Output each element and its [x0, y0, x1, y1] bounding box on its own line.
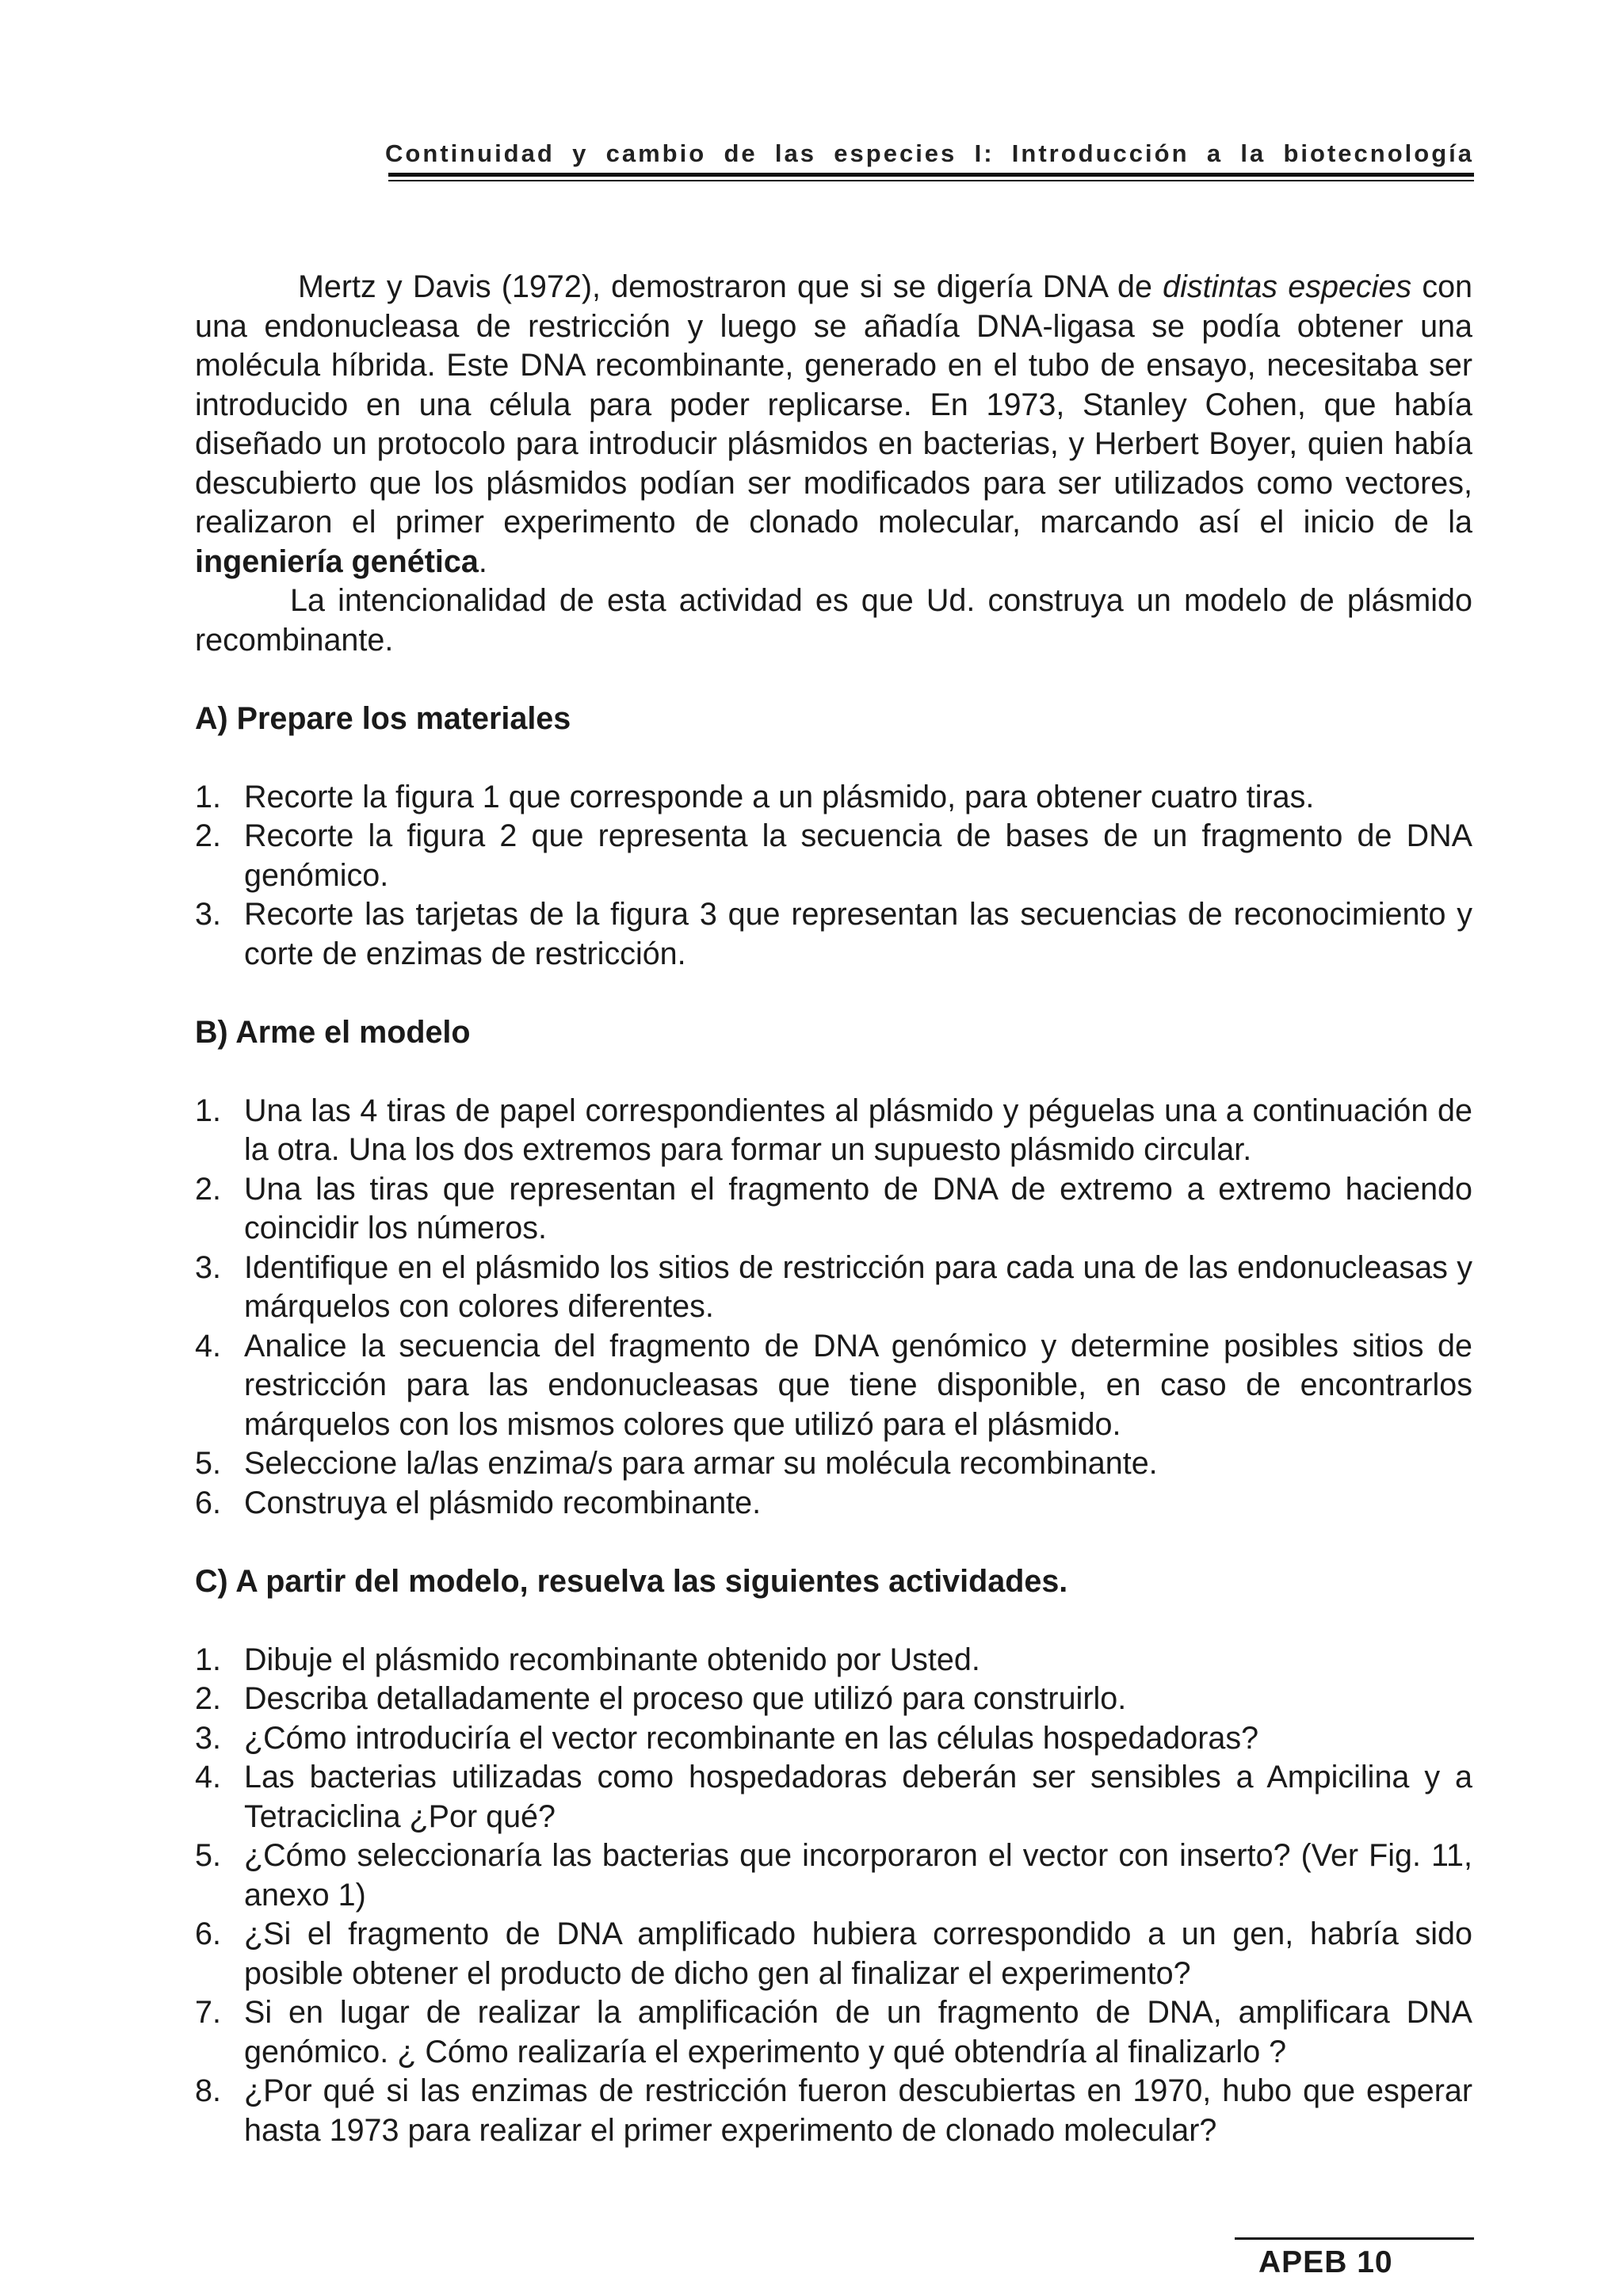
list-item [195, 1170, 1472, 1249]
footer-rule [1235, 2237, 1474, 2240]
list-item [195, 1327, 1472, 1445]
item-number: 6. [195, 1485, 221, 1520]
item-text: Si en lugar de realizar la amplificación de un fragmento de DNA, amplificara DNA genómico. ¿ Cómo realizaría el experimento y qué obtendría al finalizarlo ? [244, 1995, 1472, 2069]
item-text: Una las tiras que representan el fragmento de DNA de extremo a extremo haciendo coincidir los números. [244, 1171, 1472, 1245]
section-b-list [195, 1092, 1472, 1524]
intro-bold-term: ingeniería genética [195, 543, 479, 579]
intent-paragraph: La intencionalidad de esta actividad es que Ud. construya un modelo de plásmido recombinante. [195, 583, 1472, 658]
list-item [195, 1680, 1472, 1719]
header-rule-thin [388, 180, 1474, 181]
item-number: 5. [195, 1446, 221, 1481]
list-item [195, 895, 1472, 974]
item-number: 2. [195, 1171, 221, 1207]
list-item [195, 817, 1472, 895]
item-number: 5. [195, 1838, 221, 1873]
list-item [195, 1249, 1472, 1327]
page-header [385, 136, 1474, 184]
item-text: ¿Por qué si las enzimas de restricción fueron descubiertas en 1970, hubo que esperar hasta 1973 para realizar el primer experimento de clonado molecular? [244, 2073, 1472, 2148]
item-text: ¿Cómo seleccionaría las bacterias que incorporaron el vector con inserto? (Ver Fig. 11, anexo 1) [244, 1838, 1472, 1913]
list-item [195, 1915, 1472, 1993]
spacer [195, 1523, 1472, 1562]
spacer [195, 1052, 1472, 1092]
list-item [195, 1836, 1472, 1915]
item-number: 1. [195, 1642, 221, 1677]
item-number: 3. [195, 897, 221, 932]
item-text: ¿Cómo introduciría el vector recombinante en las células hospedadoras? [244, 1720, 1259, 1756]
item-number: 8. [195, 2073, 221, 2108]
list-item [195, 1993, 1472, 2072]
item-number: 7. [195, 1995, 221, 2030]
intro-text-end: . [478, 543, 487, 579]
item-text: Recorte la figura 1 que corresponde a un plásmido, para obtener cuatro tiras. [244, 779, 1315, 814]
item-text: Seleccione la/las enzima/s para armar su molécula recombinante. [244, 1446, 1158, 1481]
list-item [195, 1719, 1472, 1759]
spacer [195, 974, 1472, 1013]
page-content [195, 268, 1472, 2150]
header-title: Continuidad y cambio de las especies I: Introducción a la biotecnología [385, 139, 1474, 167]
item-number: 1. [195, 779, 221, 814]
list-item [195, 2072, 1472, 2150]
section-a-list [195, 778, 1472, 974]
section-b-heading: B) Arme el modelo [195, 1014, 471, 1050]
spacer [195, 738, 1472, 778]
page-footer [1235, 2237, 1474, 2285]
list-item [195, 1444, 1472, 1484]
item-number: 4. [195, 1328, 221, 1363]
section-a-heading: A) Prepare los materiales [195, 700, 571, 736]
item-number: 6. [195, 1917, 221, 1951]
list-item [195, 1092, 1472, 1170]
item-number: 2. [195, 1681, 221, 1716]
item-text: Describa detalladamente el proceso que utilizó para construirlo. [244, 1681, 1127, 1716]
spacer [195, 660, 1472, 700]
spacer [195, 1601, 1472, 1641]
item-number: 3. [195, 1720, 221, 1756]
list-item [195, 1758, 1472, 1836]
intro-text-2: con una endonucleasa de restricción y luego se añadía DNA-ligasa se podía obtener una molécula híbrida. Este DNA recombinante, generado en el tubo de ensayo, necesitaba ser introducido en una célula para poder replicarse. En 1973, Stanley Cohen, que había diseñado un protocolo para introducir plásmidos en bacterias, y Herbert Boyer, quien había descubierto que los plásmidos podían ser modificados para ser utilizados como vectores, realizaron el primer experimento de clonado molecular, marcando así el inicio de la [195, 269, 1472, 540]
list-item [195, 1484, 1472, 1524]
item-number: 4. [195, 1760, 221, 1794]
item-text: ¿Si el fragmento de DNA amplificado hubiera correspondido a un gen, habría sido posible obtener el producto de dicho gen al finalizar el experimento? [244, 1917, 1472, 1991]
item-text: Las bacterias utilizadas como hospedadoras deberán ser sensibles a Ampicilina y a Tetraciclina ¿Por qué? [244, 1760, 1472, 1834]
item-text: Recorte la figura 2 que representa la secuencia de bases de un fragmento de DNA genómico. [244, 818, 1472, 893]
item-text: Recorte las tarjetas de la figura 3 que representan las secuencias de reconocimiento y corte de enzimas de restricción. [244, 897, 1472, 971]
item-text: Una las 4 tiras de papel correspondientes al plásmido y péguelas una a continuación de la otra. Una los dos extremos para formar un supuesto plásmido circular. [244, 1093, 1472, 1167]
page-number-label: APEB 10 [1258, 2245, 1393, 2279]
item-number: 3. [195, 1249, 221, 1285]
intro-italic-phrase: distintas especies [1163, 269, 1412, 304]
list-item [195, 1641, 1472, 1680]
item-text: Analice la secuencia del fragmento de DNA genómico y determine posibles sitios de restricción para las endonucleasas que tiene disponible, en caso de encontrarlos márquelos con los mismos colores que utilizó para el plásmido. [244, 1328, 1472, 1442]
list-item [195, 778, 1472, 818]
item-number: 1. [195, 1093, 221, 1128]
item-text: Identifique en el plásmido los sitios de restricción para cada una de las endonucleasas y márquelos con colores diferentes. [244, 1249, 1472, 1324]
section-c-heading: C) A partir del modelo, resuelva las siguientes actividades. [195, 1563, 1068, 1599]
section-c-list [195, 1641, 1472, 2151]
item-number: 2. [195, 818, 221, 853]
header-rule-thick [388, 173, 1474, 177]
item-text: Dibuje el plásmido recombinante obtenido por Usted. [244, 1642, 980, 1677]
item-text: Construya el plásmido recombinante. [244, 1485, 762, 1520]
intro-text-1: Mertz y Davis (1972), demostraron que si se digería DNA de [298, 269, 1163, 304]
intro-paragraph [195, 268, 1472, 582]
